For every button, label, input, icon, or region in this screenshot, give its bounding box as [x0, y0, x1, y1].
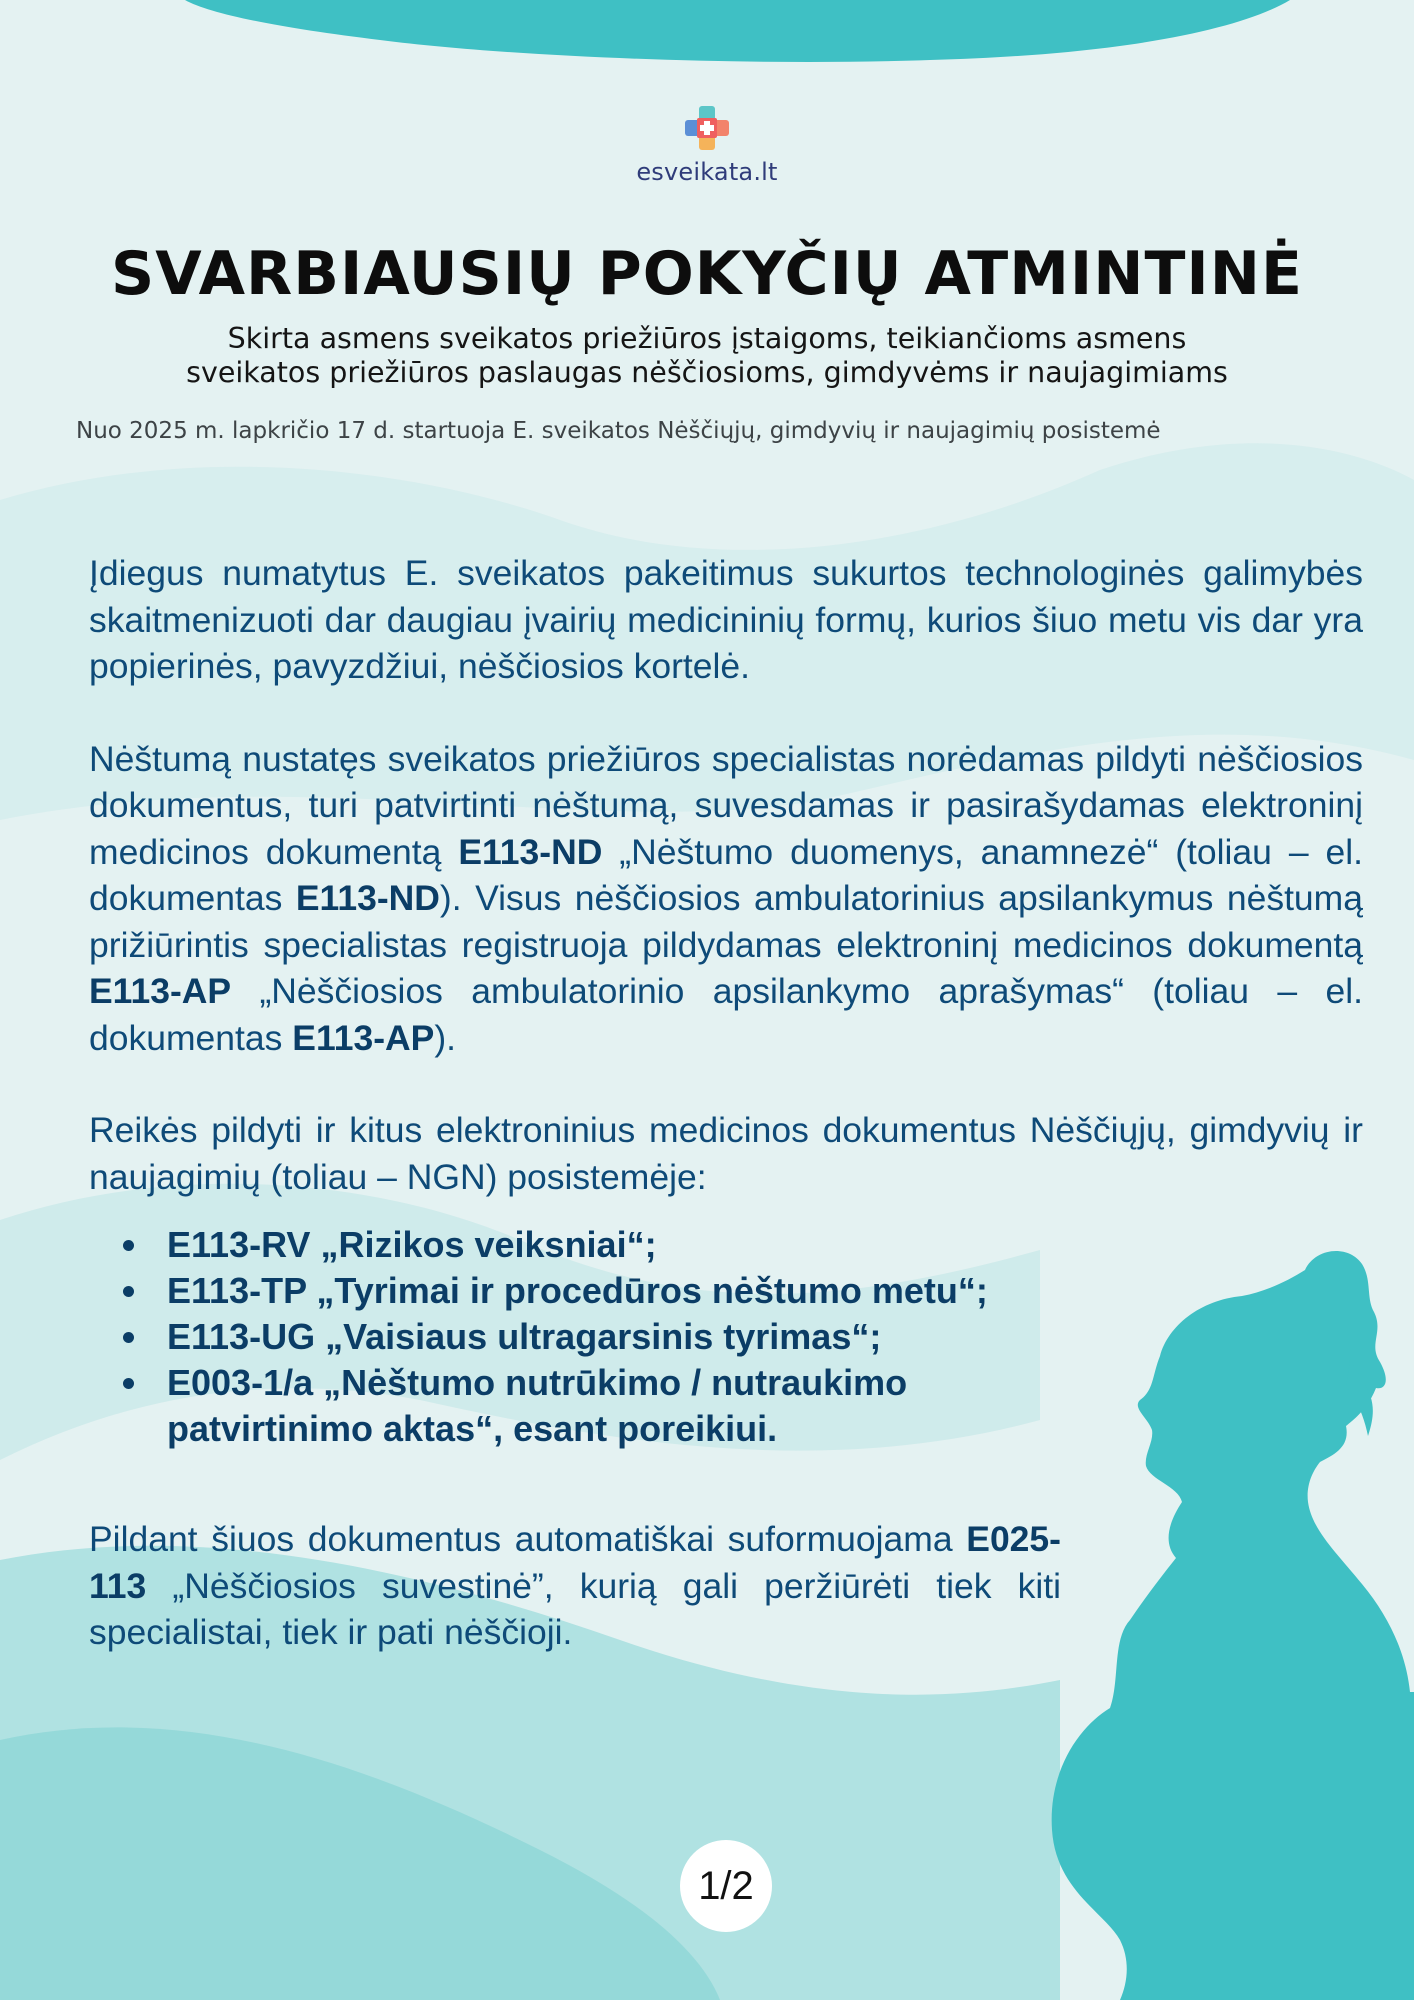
subtitle [40, 322, 1374, 390]
text-segment: ). [434, 1017, 457, 1058]
page-indicator: 1/2 [680, 1840, 772, 1932]
text-segment: Pildant šiuos dokumentus automatiškai suformuojama [89, 1519, 967, 1559]
medical-cross-icon [683, 104, 731, 152]
text-segment: ). Visus nėščiosios ambulatorinius apsilankymus nėštumą prižiūrintis specialistas registruoja pildydamas elektroninį medicinos dokumentą [89, 878, 1363, 965]
list-item: E113-RV „Rizikos veiksniai“; [167, 1222, 1363, 1268]
launch-note: Nuo 2025 m. lapkričio 17 d. startuoja E. sveikatos Nėščiųjų, gimdyvių ir naujagimių posistemė [76, 418, 1161, 444]
document-code: E025-113 [89, 1519, 1061, 1606]
subtitle-line-1: Skirta asmens sveikatos priežiūros įstaigoms, teikiančioms asmens [227, 322, 1187, 355]
document-code: E113-ND [458, 831, 603, 872]
document-code: E113-ND [295, 878, 440, 918]
list-item: E113-TP „Tyrimai ir procedūros nėštumo metu“; [167, 1268, 1363, 1314]
subtitle-line-2: sveikatos priežiūros paslaugas nėščiosioms, gimdyvėms ir naujagimiams [186, 356, 1228, 389]
document-code: E113-AP [89, 971, 232, 1011]
paragraph-pregnancy-documents [89, 736, 1363, 1062]
text-segment: „Nėščiosios suvestinė”, kurią gali peržiūrėti tiek kiti specialistai, tiek ir pati nėščioji. [89, 1565, 1061, 1652]
document-code: E113-AP [292, 1017, 435, 1058]
page-title: SVARBIAUSIŲ POKYČIŲ ATMINTINĖ [111, 239, 1303, 309]
paragraph-intro: Įdiegus numatytus E. sveikatos pakeitimus sukurtos technologinės galimybės skaitmenizuoti dar daugiau įvairių medicininių formų, kurios šiuo metu vis dar yra popierinės, pavyzdžiui, nėščiosios kortelė. [89, 553, 1363, 686]
text-segment: „Nėščiosios ambulatorinio apsilankymo aprašymas“ (toliau – el. dokumentas [89, 971, 1363, 1058]
list-item: E113-UG „Vaisiaus ultragarsinis tyrimas“; [167, 1314, 1363, 1360]
list-item: E003-1/a „Nėštumo nutrūkimo / nutraukimo patvirtinimo aktas“, esant poreikiui. [167, 1360, 1007, 1452]
logo [0, 104, 1414, 186]
paragraph-other-documents: Reikės pildyti ir kitus elektroninius medicinos dokumentus Nėščiųjų, gimdyvių ir naujagimių (toliau – NGN) posistemėje: [89, 1110, 1363, 1197]
paragraph-summary [89, 1516, 1061, 1656]
pregnant-woman-silhouette [1050, 1240, 1414, 2000]
logo-text: esveikata.lt [636, 158, 778, 186]
text-segment: „Nėštumo duomenys, anamnezė“ (toliau – el. dokumentas [89, 831, 1363, 918]
text-segment: Nėštumą nustatęs sveikatos priežiūros specialistas norėdamas pildyti nėščiosios dokumentus, turi patvirtinti nėštumą, suvesdamas ir pasirašydamas elektroninį medicinos dokumentą [89, 738, 1363, 872]
